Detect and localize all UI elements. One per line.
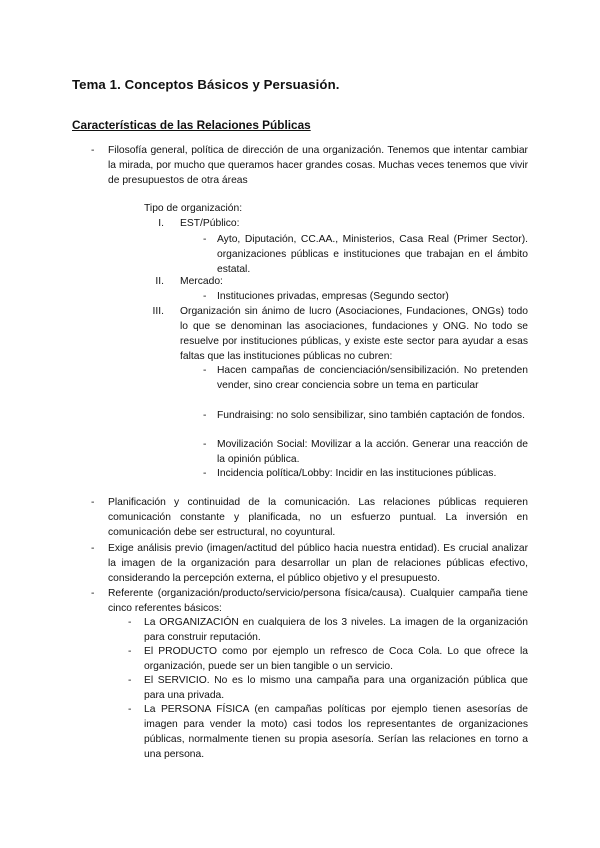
bullet-marker: - (91, 497, 95, 508)
numeral-ii: II. (155, 276, 164, 287)
org-type-nonprofit: Organización sin ánimo de lucro (Asociaciones, Fundaciones, ONGs) todo lo que se denominan las asociaciones, fundaciones y ONG. No todo se resuelve por instituciones públicas, y existe este sector para ayudar a esas faltas que las instituciones públicas no cubren: (180, 306, 528, 362)
bullet-marker: - (203, 439, 207, 450)
org-types-heading: Tipo de organización: (144, 203, 243, 214)
referente-persona-fisica: La PERSONA FÍSICA (en campañas políticas por ejemplo tienen asesorías de imagen para vender la moto) casi todos los representantes de organizaciones públicas, normalmente tienen su propia asesoría. Serían las relaciones en torno a una persona. (144, 704, 528, 760)
bullet-marker: - (91, 543, 95, 554)
section-heading: Características de las Relaciones Públicas (72, 118, 311, 132)
numeral-i: I. (158, 218, 164, 229)
org-type-market: Mercado: (180, 276, 223, 287)
bullet-marker: - (128, 675, 132, 686)
bullet-marker: - (128, 704, 132, 715)
referente-producto: El PRODUCTO como por ejemplo un refresco de Coca Cola. Lo que ofrece la organización, puede ser un bien tangible o un servicio. (144, 646, 528, 672)
referente-organizacion: La ORGANIZACIÓN en cualquiera de los 3 niveles. La imagen de la organización para construir reputación. (144, 617, 528, 643)
bullet-marker: - (203, 410, 207, 421)
nonprofit-awareness: Hacen campañas de concienciación/sensibilización. No pretenden vender, sino crear conciencia sobre un tema en particular (217, 365, 528, 391)
page-title: Tema 1. Conceptos Básicos y Persuasión. (72, 77, 340, 92)
paragraph-planificacion: Planificación y continuidad de la comunicación. Las relaciones públicas requieren comunicación constante y planificada, no un esfuerzo puntual. La inversión en comunicación debe ser estructural, no coyuntural. (108, 497, 528, 538)
bullet-marker: - (203, 291, 207, 302)
bullet-marker: - (128, 646, 132, 657)
paragraph-referente: Referente (organización/producto/servicio/persona física/causa). Cualquier campaña tiene cinco referentes básicos: (108, 588, 528, 614)
bullet-marker: - (128, 617, 132, 628)
org-type-public: EST/Público: (180, 218, 240, 229)
bullet-marker: - (203, 365, 207, 376)
bullet-marker: - (203, 234, 207, 245)
paragraph-analisis: Exige análisis previo (imagen/actitud del público hacia nuestra entidad). Es crucial analizar la imagen de la organización para desarrollar un plan de relaciones públicas efectivo, considerando la percepción externa, el público objetivo y el presupuesto. (108, 543, 528, 584)
nonprofit-mobilization: Movilización Social: Movilizar a la acción. Generar una reacción de la opinión pública. (217, 439, 528, 465)
referente-servicio: El SERVICIO. No es lo mismo una campaña para una organización pública que para una privada. (144, 675, 528, 701)
bullet-marker: - (91, 588, 95, 599)
nonprofit-lobby: Incidencia política/Lobby: Incidir en las instituciones públicas. (217, 468, 497, 479)
bullet-marker: - (203, 468, 207, 479)
org-market-detail: Instituciones privadas, empresas (Segundo sector) (217, 291, 449, 302)
org-public-detail: Ayto, Diputación, CC.AA., Ministerios, Casa Real (Primer Sector). organizaciones públicas e instituciones que trabajan en el ámbito estatal. (217, 234, 528, 275)
paragraph-filosofia: Filosofía general, política de dirección de una organización. Tenemos que intentar cambiar la mirada, por mucho que queramos hacer grandes cosas. Muchas veces tenemos que vivir de presupuestos de otra áreas (108, 145, 528, 186)
numeral-iii: III. (152, 306, 164, 317)
bullet-marker: - (91, 145, 95, 156)
nonprofit-fundraising: Fundraising: no solo sensibilizar, sino también captación de fondos. (217, 410, 525, 421)
